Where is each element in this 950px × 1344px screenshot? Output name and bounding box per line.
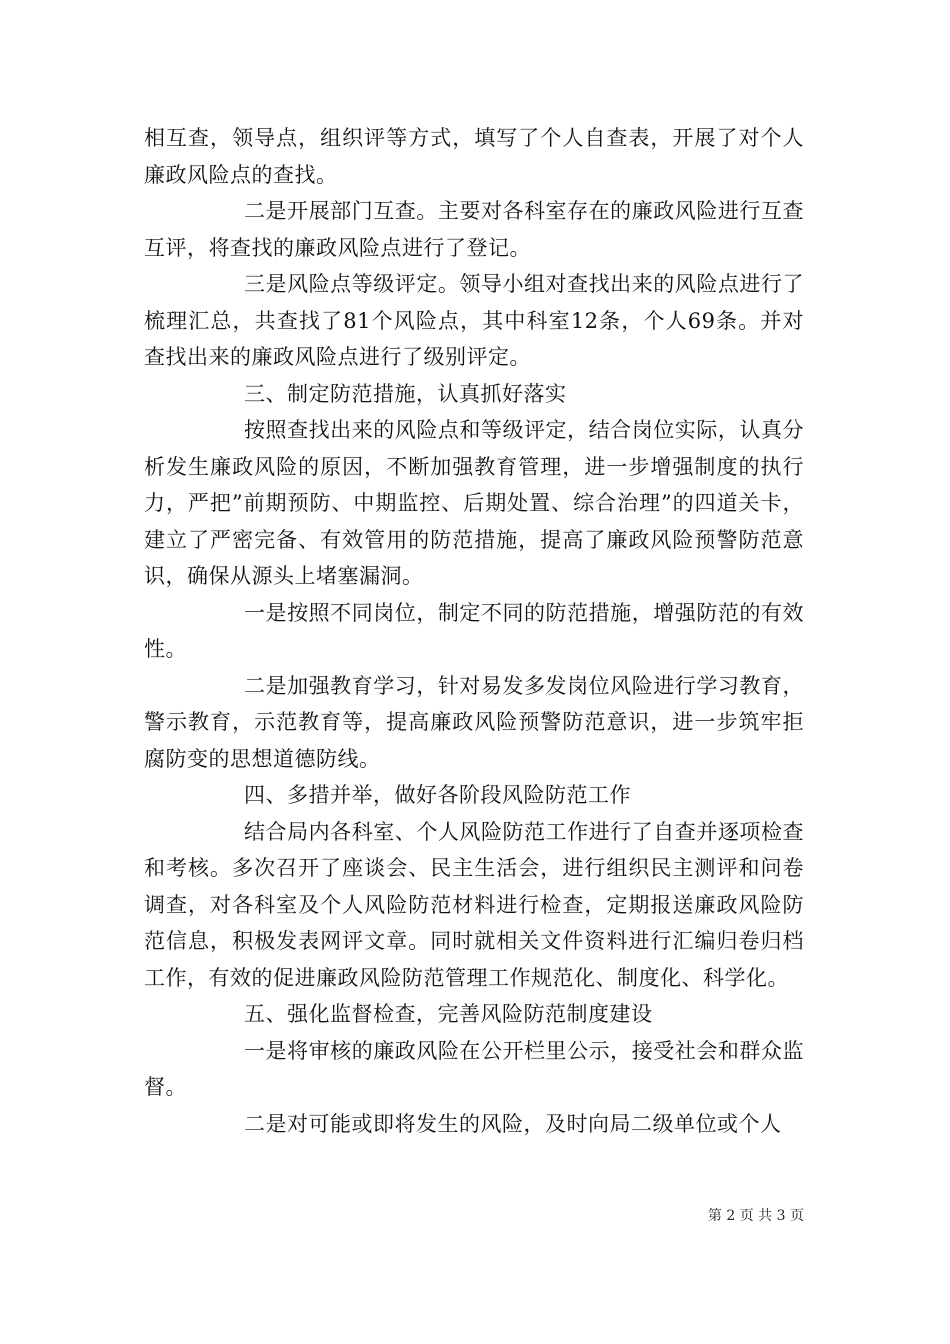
- section-heading-5: 五、强化监督检查，完善风险防范制度建设: [244, 1002, 653, 1026]
- section-heading-3: 三、制定防范措施，认真抓好落实: [244, 381, 567, 406]
- paragraph-3: 三是风险点等级评定。领导小组对查找出来的风险点进行了梳理汇总，共查找了81个风险点，其中科室12条，个人69条。并对查找出来的廉政风险点进行了级别评定。: [144, 272, 804, 369]
- page-number-footer: 第 2 页 共 3 页: [707, 1208, 804, 1224]
- paragraph-7: 二是加强教育学习，针对易发多发岗位风险进行学习教育，警示教育，示范教育等，提高廉政风险预警防范意识，进一步筑牢拒腐防变的思想道德防线。: [144, 673, 804, 771]
- paragraph-5: 按照查找出来的风险点和等级评定，结合岗位实际，认真分析发生廉政风险的原因，不断加强教育管理，进一步增强制度的执行力，严把”前期预防、中期监控、后期处置、综合治理”的四道关卡，建立了严密完备、有效管用的防范措施，提高了廉政风险预警防范意识，确保从源头上堵塞漏洞。: [144, 418, 804, 588]
- paragraph-6: 一是按照不同岗位，制定不同的防范措施，增强防范的有效性。: [144, 600, 804, 661]
- paragraph-9: 结合局内各科室、个人风险防范工作进行了自查并逐项检查和考核。多次召开了座谈会、民主生活会，进行组织民主测评和问卷调查，对各科室及个人风险防范材料进行检查，定期报送廉政风险防范信息，积极发表网评文章。同时就相关文件资料进行汇编归卷归档工作，有效的促进廉政风险防范管理工作规范化、制度化、科学化。: [144, 819, 804, 990]
- document-body: [144, 120, 804, 1142]
- section-heading-4: 四、多措并举，做好各阶段风险防范工作: [244, 783, 631, 807]
- paragraph-2: 二是开展部门互查。主要对各科室存在的廉政风险进行互查互评，将查找的廉政风险点进行了登记。: [144, 199, 804, 260]
- paragraph-11: 一是将审核的廉政风险在公开栏里公示，接受社会和群众监督。: [144, 1038, 804, 1099]
- paragraph-12: 二是对可能或即将发生的风险，及时向局二级单位或个人: [244, 1111, 782, 1136]
- paragraph-1: 相互查，领导点，组织评等方式，填写了个人自查表，开展了对个人廉政风险点的查找。: [144, 126, 804, 187]
